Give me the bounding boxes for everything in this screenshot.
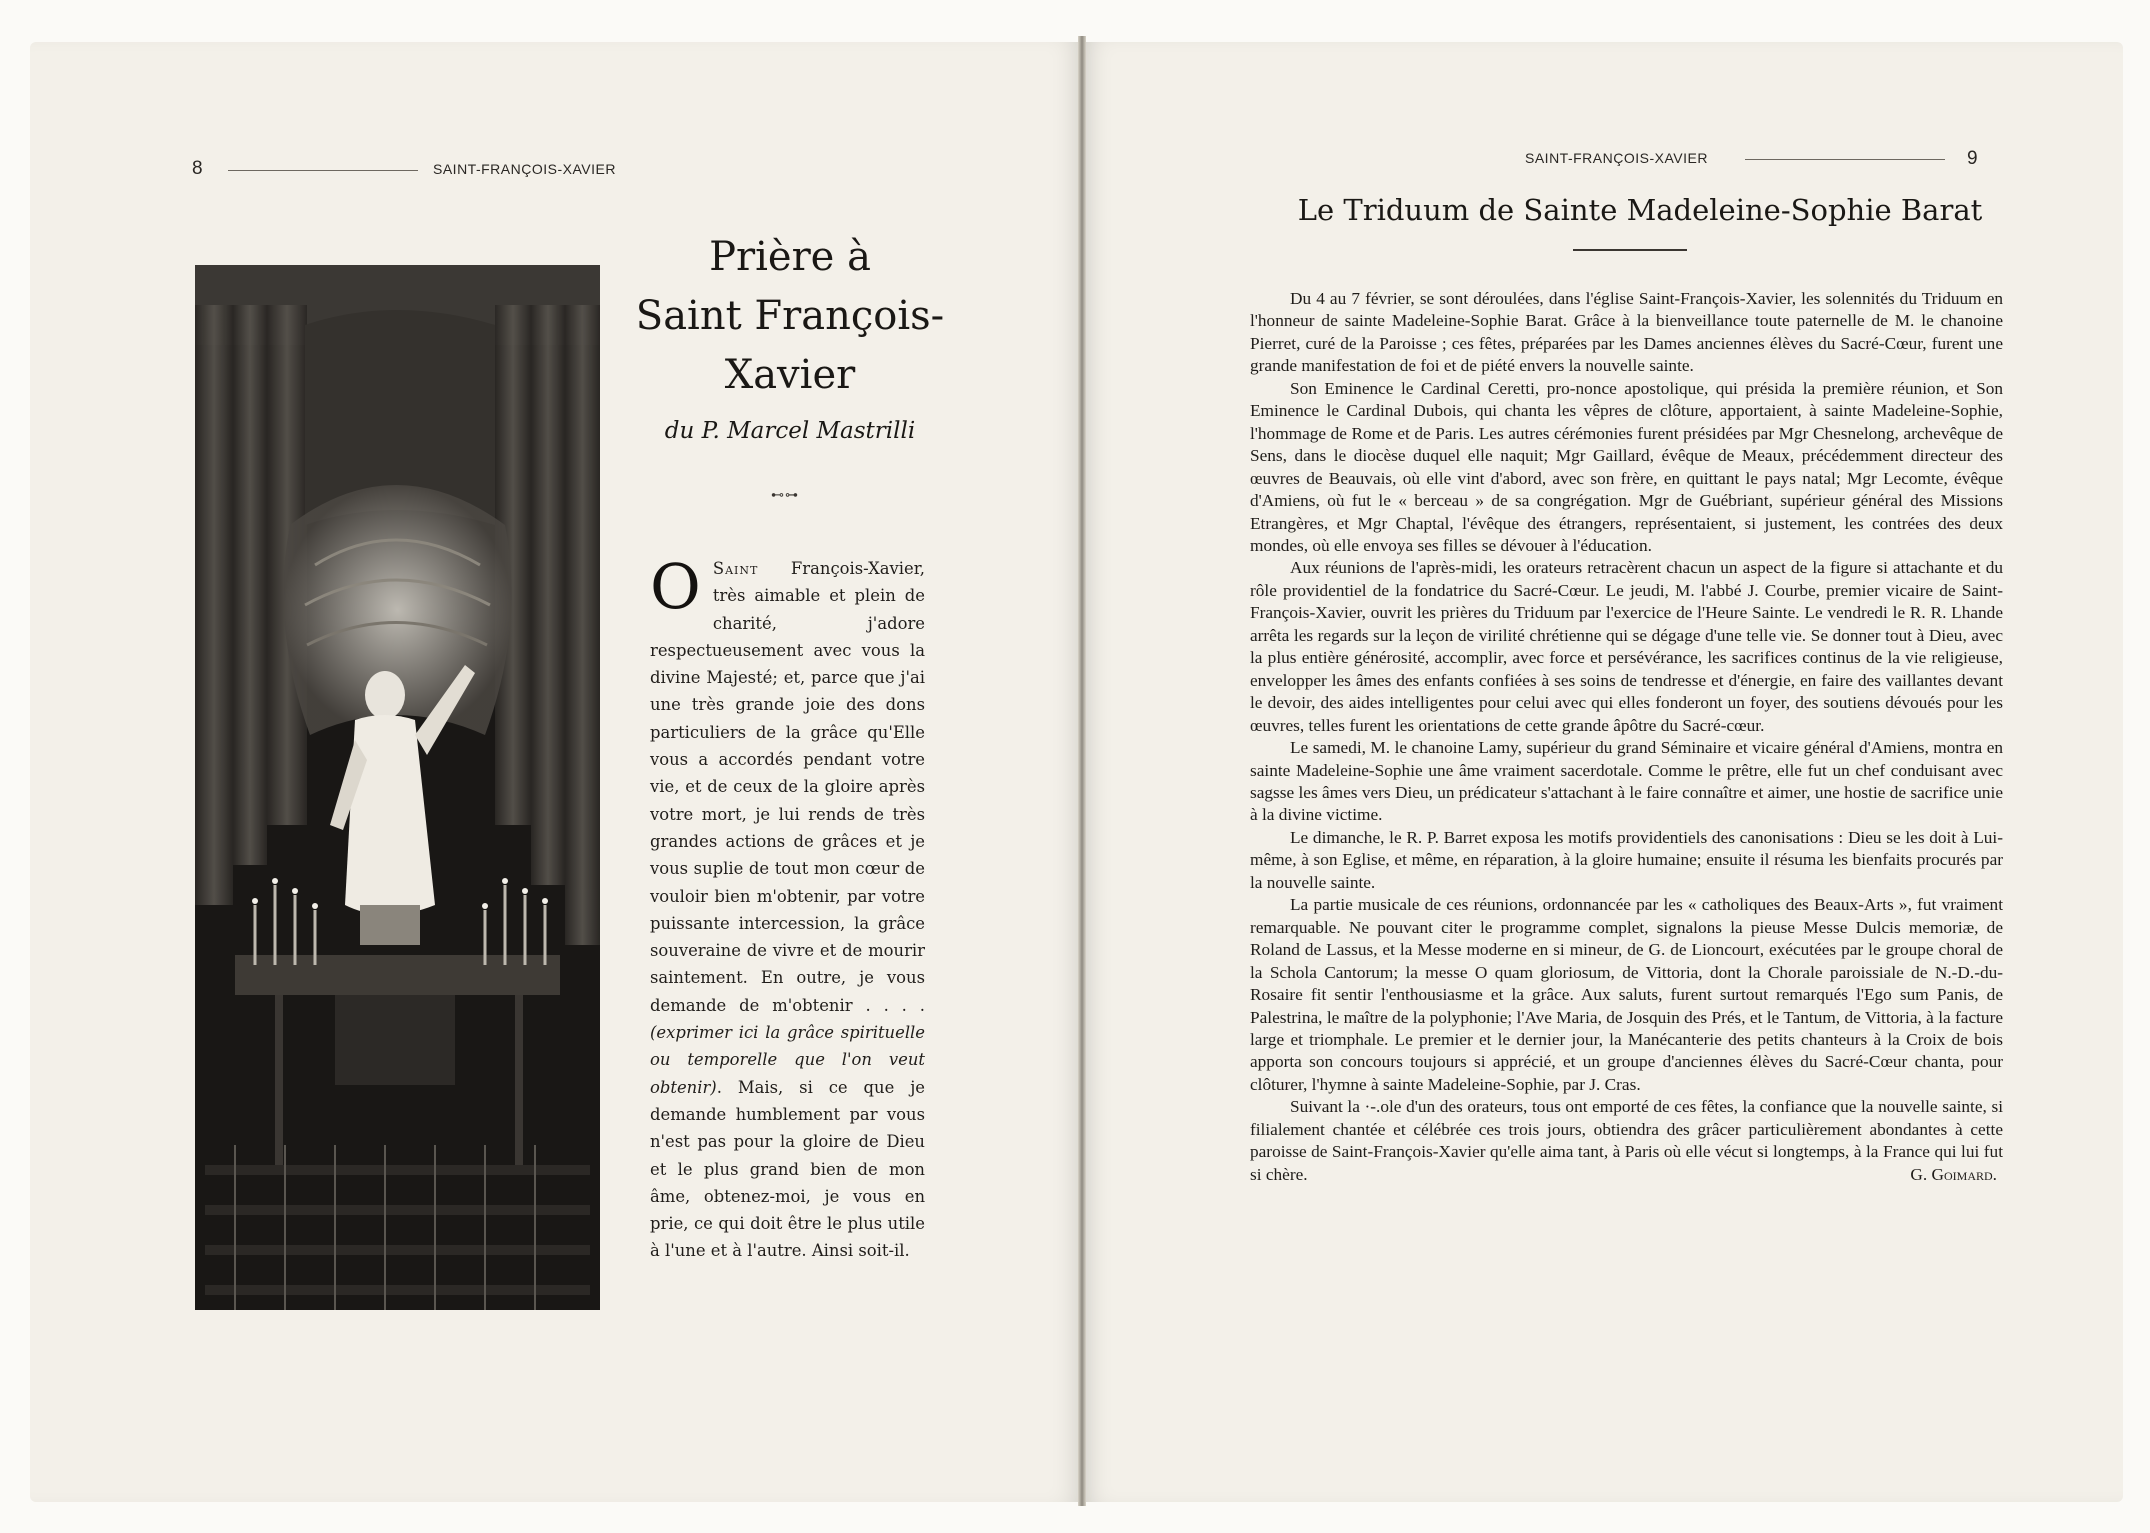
prayer-text-italic: (exprimer ici la grâce spirituelle ou temporelle que l'on veut obtenir) xyxy=(650,1023,925,1097)
prayer-author: du P. Marcel Mastrilli xyxy=(664,418,916,444)
title-underline xyxy=(1573,249,1687,251)
spine-gutter xyxy=(1078,36,1086,1506)
prayer-title xyxy=(630,228,950,405)
running-head-left: SAINT-FRANÇOIS-XAVIER xyxy=(433,161,616,177)
prayer-text-part-2: . Mais, si ce que je demande humblement par vous n'est pas pour la gloire de Dieu et le plus grand bien de mon âme, obtenez-moi, je vous en prie, ce qui doit être le plus utile à l'une et à l'autre. Ainsi soit-il. xyxy=(650,1077,925,1261)
running-head-right: SAINT-FRANÇOIS-XAVIER xyxy=(1525,150,1708,166)
article-title: Le Triduum de Sainte Madeleine-Sophie Barat xyxy=(1297,193,1983,227)
header-rule-left xyxy=(228,170,418,171)
drop-cap: O xyxy=(650,550,701,623)
page-number-right: 9 xyxy=(1967,148,1978,169)
article-paragraph: Le samedi, M. le chanoine Lamy, supérieur du grand Séminaire et vicaire général d'Amiens, montra en sainte Madeleine-Sophie une âme vraiment sacerdotale. Comme le prêtre, elle fut un chef conduisant avec sagsse les âmes vers Dieu, un prédicateur s'attachant à le faire connaître et aimer, une hostie de sacrifice unie à la divine victime. xyxy=(1250,738,2003,825)
article-paragraph: Son Eminence le Cardinal Ceretti, pro-nonce apostolique, qui présida la première réunion, et Son Eminence le Cardinal Dubois, qui chanta les vêpres de clôture, apportaient, à sainte Madeleine-Sophie, l'hommage de Rome et de Paris. Les autres cérémonies furent présidées par Mgr Chesnelong, archevêque de Sens, dans le diocèse duquel elle naquit; Mgr Gaillard, évêque de Meaux, précédemment directeur des œuvres de Beauvais, où elle vint d'abord, avec son frère, en quittant le pays natal; Mgr Lecomte, évêque d'Amiens, où fut le « berceau » de sa congrégation. Mgr de Guébriant, supérieur général des Missions Etrangères, et Mgr Chaptal, l'évêque des étrangers, représentaient, si justement, les contrées des deux mondes, où elle envoya ses filles se dévouer à l'éducation. xyxy=(1250,378,2003,555)
prayer-opening: Saint xyxy=(712,559,759,578)
article-body xyxy=(1250,288,2003,1187)
article-paragraph: Suivant la ·-.ole d'un des orateurs, tous ont emporté de ces fêtes, la confiance que la nouvelle sainte, si filialement chantée et célébrée ces trois jours, obtiendra des grâcer particulièrement abondantes à cette paroisse de Saint-François-Xavier qu'elle aima tant, à Paris où elle vécut si longtemps, à la France qui lui fut si chère. xyxy=(1250,1097,2003,1184)
page-number-left: 8 xyxy=(192,158,203,179)
prayer-text-part-1: François-Xavier, très aimable et plein de charité, j'adore respectueusement avec vous la divine Majesté; et, parce que j'ai une très grande joie des dons particuliers de la grâce qu'Elle vous a accordés pendant votre vie, et de ceux de la gloire après votre mort, je lui rends de très grandes actions de grâces et je vous suplie de tout mon cœur de vouloir bien m'obtenir, par votre puissante intercession, la grâce souveraine de vivre et de mourir saintement. En outre, je vous demande de m'obtenir . . . . xyxy=(650,559,925,1015)
prayer-text xyxy=(650,550,925,1265)
article-paragraph: La partie musicale de ces réunions, ordonnancée par les « catholiques des Beaux-Arts », fut vraiment remarquable. Ne pouvant citer le programme complet, signalons la pieuse Messe Dulcis memoriæ, de Roland de Lassus, et la Messe moderne en si mineur, de G. de Lioncourt, exécutées par le groupe choral de la Schola Cantorum; la messe O quam gloriosum, de Vittoria, dont la Chorale paroissiale de N.-D.-du-Rosaire fit sentir l'enthousiasme et la grâce. Aux saluts, furent surtout remarqués l'Ego sum Panis, de Palestrina, le maître de la polyphonie; l'Ave Maria, de Josquin des Prés, et le Tantum, de Vittoria, à la facture large et triomphale. Le premier et le dernier jour, la Manécanterie des petits chanteurs à la Croix de bois apporta son concours toujours si apprécié, et un groupe d'anciennes élèves du Sacré-Cœur chanta, pour clôturer, l'hymne à sainte Madeleine-Sophie, par J. Cras. xyxy=(1250,895,2003,1094)
prayer-title-line-2: Saint François- xyxy=(635,293,945,339)
article-paragraph: Aux réunions de l'après-midi, les orateurs retracèrent chacun un aspect de la figure si attachante et du rôle providentiel de la fondatrice du Sacré-Cœur. Le jeudi, M. l'abbé J. Courbe, premier vicaire de Saint-François-Xavier, ouvrit les prières du Triduum par l'exercice de l'Heure Sainte. Le vendredi le R. R. Lhande arrêta les regards sur la leçon de virilité chrétienne qui se dégage d'une telle vie. Se donner tout à Dieu, avec la plus entière générosité, accomplir, avec force et persévérance, les sacrifices continus de la vie religieuse, envelopper les âmes des enfants confiées à ses soins de tendresse et d'énergie, en faire des vaillantes devant le devoir, des aides intelligentes pour celui avec qui elles fonderont un foyer, des soutiens dévoués pour les œuvres, telles furent les orientations de cette grande âpôtre du Sacré-cœur. xyxy=(1250,558,2003,735)
prayer-title-line-3: Xavier xyxy=(724,352,856,398)
ornament-divider: ⊷⊶ xyxy=(771,487,799,502)
author-signature: G. Goimard. xyxy=(1910,1165,1997,1185)
header-rule-right xyxy=(1745,159,1945,160)
photo-illustration xyxy=(195,265,600,1310)
article-paragraph: Du 4 au 7 février, se sont déroulées, dans l'église Saint-François-Xavier, les solennités du Triduum en l'honneur de sainte Madeleine-Sophie Barat. Grâce à la bienveillance toute paternelle de M. le chanoine Pierret, curé de la Paroisse ; ces fêtes, préparées par les Dames anciennes élèves du Sacré-Cœur, furent une grande manifestation de foi et de piété envers la nouvelle sainte. xyxy=(1250,289,2003,376)
article-paragraph: Le dimanche, le R. P. Barret exposa les motifs providentiels des canonisations : Dieu se les doit à Lui-même, à son Eglise, et même, en réparation, à la gloire humaine; ensuite il résuma les bienfaits procurés par la nouvelle sainte. xyxy=(1250,827,2003,892)
prayer-title-line-1: Prière à xyxy=(709,234,871,280)
church-statue-photo xyxy=(195,265,600,1310)
